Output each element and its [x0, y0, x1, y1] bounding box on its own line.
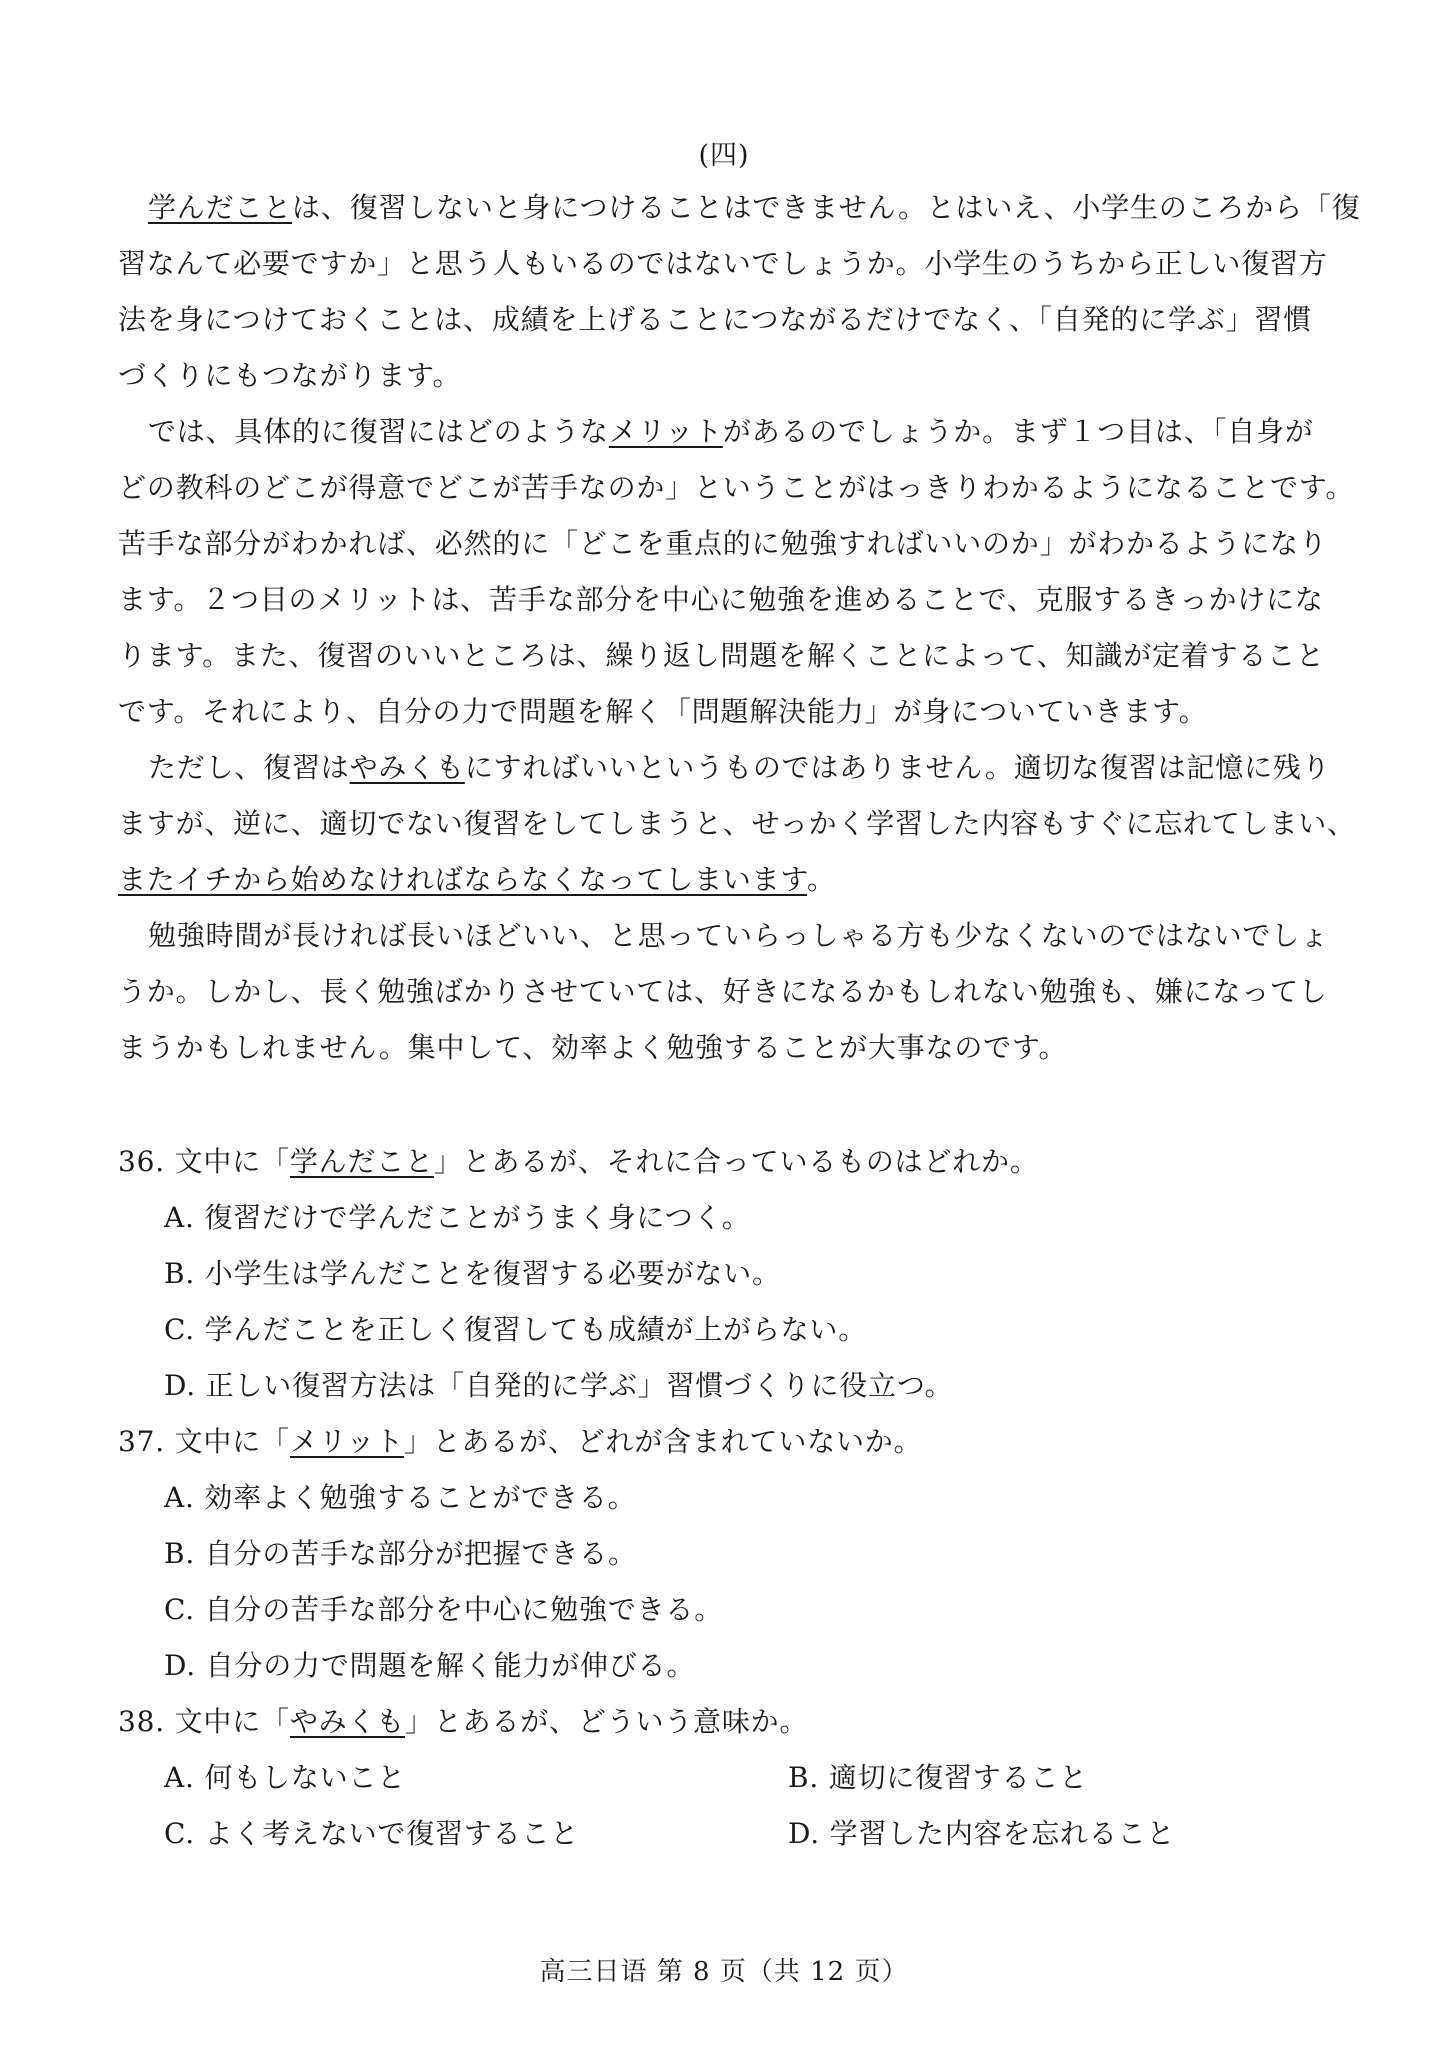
passage-line-6: どの教科のどこが得意でどこが苦手なのか」ということがはっきりわかるようになることです。	[118, 471, 1355, 504]
question-underlined-term: メリット	[289, 1425, 404, 1458]
passage-text: 。	[806, 863, 836, 896]
question-37-stem	[118, 1422, 922, 1462]
passage-line-9: ります。また、復習のいいところは、繰り返し問題を解くことによって、知識が定着すること	[118, 639, 1325, 672]
passage-line-1	[118, 188, 1388, 228]
passage-text: があるのでしょうか。まず１つ目は、「自身が	[722, 415, 1314, 448]
page-footer: 高三日语 第 8 页（共 12 页）	[539, 1957, 909, 1987]
passage-line-7: 苦手な部分がわかれば、必然的に「どこを重点的に勉強すればいいのか」がわかるようになり	[118, 527, 1328, 560]
question-36-option-b[interactable]: B. 小学生は学んだことを復習する必要がない。	[164, 1257, 781, 1290]
passage-line-11	[118, 748, 1388, 788]
passage-line-4: づくりにもつながります。	[118, 359, 462, 392]
question-38-option-d[interactable]: D. 学習した内容を忘れること	[788, 1817, 1176, 1850]
passage-text: ただし、復習は	[148, 751, 350, 784]
passage-text: にすればいいというものではありません。適切な復習は記憶に残り	[464, 751, 1331, 784]
question-38-option-b[interactable]: B. 適切に復習すること	[788, 1761, 1088, 1794]
question-text: 36. 文中に「	[118, 1145, 290, 1178]
passage-line-2: 習なんて必要ですか」と思う人もいるのではないでしょうか。小学生のうちから正しい復習方	[118, 247, 1328, 280]
question-37-option-c[interactable]: C. 自分の苦手な部分を中心に勉強できる。	[164, 1593, 724, 1626]
underlined-sentence: またイチから始めなければならなくなってしまいます	[118, 863, 807, 896]
passage-line-12: ますが、逆に、適切でない復習をしてしまうと、せっかく学習した内容もすぐに忘れてしまい、	[118, 807, 1356, 840]
passage-line-10: です。それにより、自分の力で問題を解く「問題解決能力」が身についていきます。	[118, 695, 1208, 728]
passage-line-13	[118, 860, 1358, 900]
question-36-option-c[interactable]: C. 学んだことを正しく復習しても成績が上がらない。	[164, 1313, 868, 1346]
passage-text: では、具体的に復習にはどのような	[148, 415, 609, 448]
passage-line-8: ます。２つ目のメリットは、苦手な部分を中心に勉強を進めることで、克服するきっかけにな	[118, 583, 1324, 616]
question-36-option-a[interactable]: A. 復習だけで学んだことがうまく身につく。	[164, 1201, 751, 1234]
question-37-option-b[interactable]: B. 自分の苦手な部分が把握できる。	[164, 1537, 637, 1570]
passage-line-5	[118, 412, 1388, 452]
question-text: 38. 文中に「	[118, 1705, 290, 1738]
passage-text: は、復習しないと身につけることはできません。とはいえ、小学生のころから「復	[292, 191, 1361, 224]
question-38-option-c[interactable]: C. よく考えないで復習すること	[164, 1817, 580, 1850]
question-text: 」とあるが、どれが含まれていないか。	[403, 1425, 923, 1458]
underlined-phrase-merit: メリット	[608, 415, 723, 448]
question-underlined-term: 学んだこと	[289, 1145, 434, 1178]
underlined-phrase-yamikumo: やみくも	[349, 751, 465, 784]
underlined-phrase-manda-koto: 学んだこと	[148, 191, 293, 224]
passage-line-16: まうかもしれません。集中して、効率よく勉強することが大事なのです。	[118, 1031, 1068, 1064]
question-38-stem	[118, 1702, 808, 1742]
question-36-option-d[interactable]: D. 正しい復習方法は「自発的に学ぶ」習慣づくりに役立つ。	[164, 1369, 954, 1402]
question-text: 」とあるが、それに合っているものはどれか。	[433, 1145, 1039, 1178]
question-text: 」とあるが、どういう意味か。	[405, 1705, 809, 1738]
question-36-stem	[118, 1142, 1039, 1182]
passage-line-15: うか。しかし、長く勉強ばかりさせていては、好きになるかもしれない勉強も、嫌になってし	[118, 975, 1328, 1008]
passage-line-14: 勉強時間が長ければ長いほどいい、と思っていらっしゃる方も少なくないのではないでしょ	[148, 919, 1329, 952]
question-37-option-a[interactable]: A. 効率よく勉強することができる。	[164, 1481, 637, 1514]
question-38-option-a[interactable]: A. 何もしないこと	[164, 1761, 407, 1794]
passage-line-3: 法を身につけておくことは、成績を上げることにつながるだけでなく、「自発的に学ぶ」習慣	[118, 303, 1312, 336]
section-title: (四)	[698, 140, 750, 171]
question-text: 37. 文中に「	[118, 1425, 290, 1458]
question-37-option-d[interactable]: D. 自分の力で問題を解く能力が伸びる。	[164, 1649, 696, 1682]
question-underlined-term: やみくも	[289, 1705, 406, 1738]
